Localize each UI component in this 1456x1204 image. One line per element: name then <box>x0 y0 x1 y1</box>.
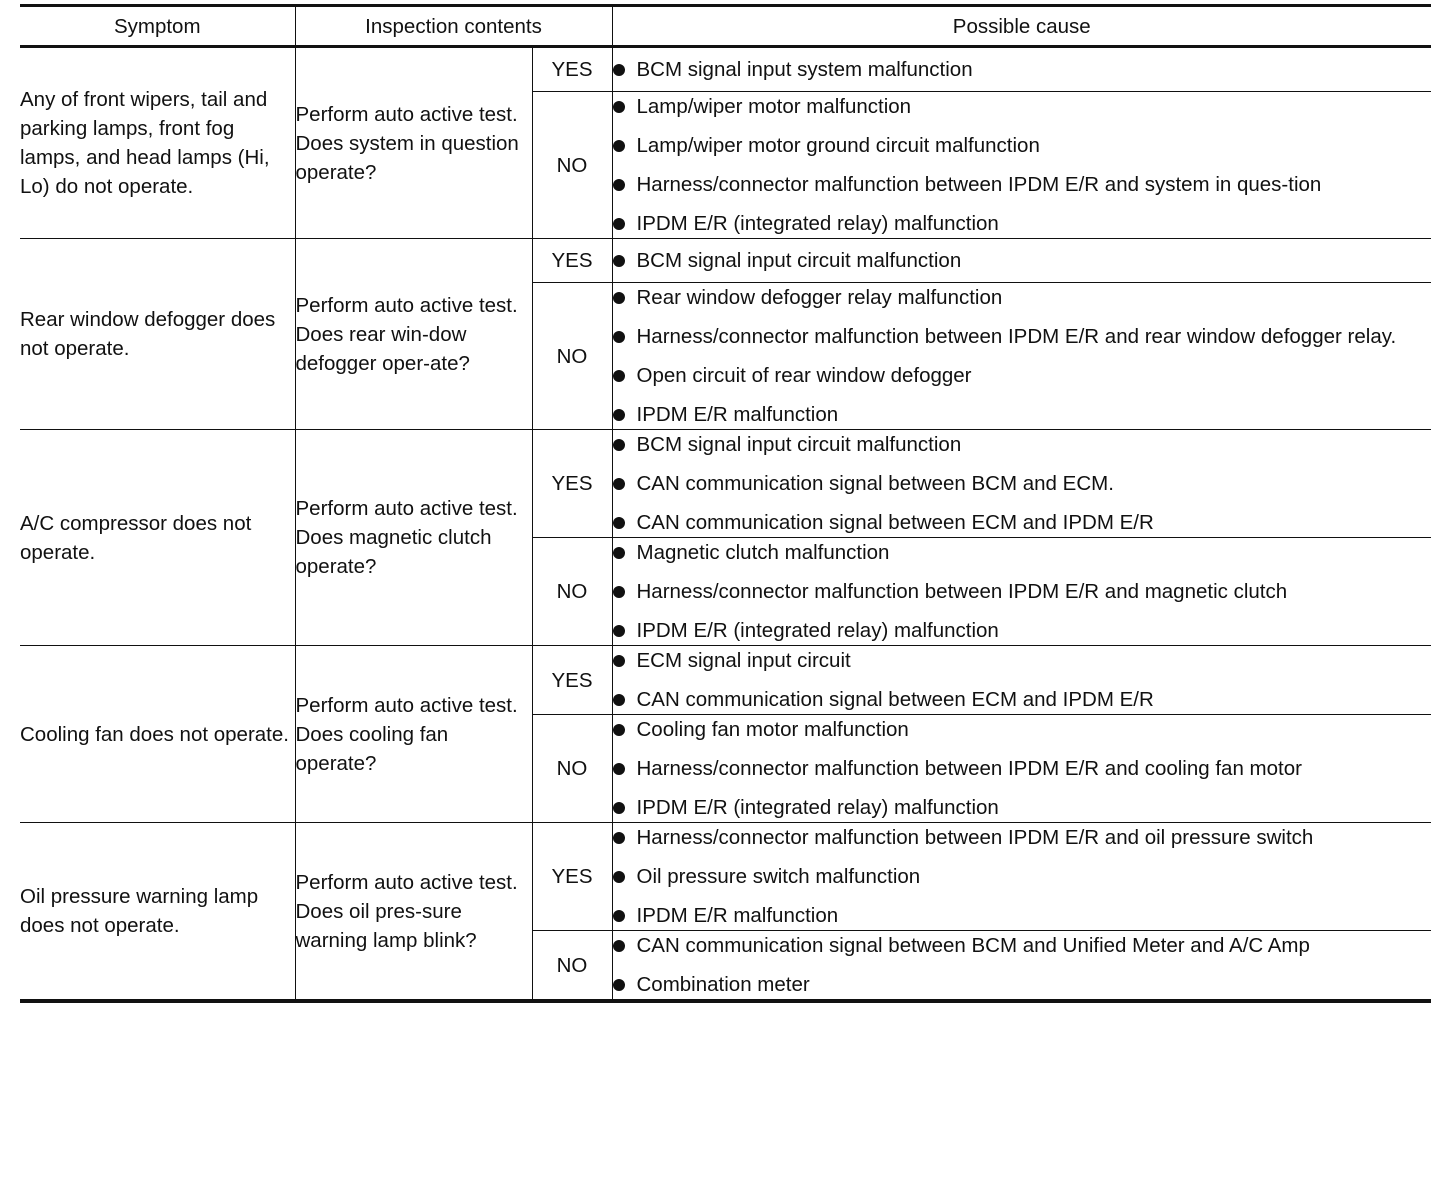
inspection-cell: Perform auto active test. Does magnetic clutch operate? <box>295 430 532 646</box>
cause-text: Magnetic clutch malfunction <box>636 541 890 564</box>
bullet-icon <box>613 292 625 304</box>
header-inspection: Inspection contents <box>295 6 612 47</box>
cause-item <box>613 823 1432 852</box>
yes-causes-cell <box>612 239 1431 283</box>
cause-text: IPDM E/R malfunction <box>636 403 839 426</box>
cause-item <box>613 361 1432 390</box>
bullet-icon <box>613 910 625 922</box>
cause-text: BCM signal input system malfunction <box>636 58 973 81</box>
bullet-icon <box>613 101 625 113</box>
bullet-icon <box>613 940 625 952</box>
cause-item <box>613 616 1432 645</box>
cause-item <box>613 754 1432 783</box>
yes-label: YES <box>532 47 612 92</box>
no-label: NO <box>532 283 612 430</box>
bullet-icon <box>613 179 625 191</box>
cause-item <box>613 793 1432 822</box>
cause-text: CAN communication signal between BCM and ECM. <box>636 472 1114 495</box>
bullet-icon <box>613 478 625 490</box>
cause-text: ECM signal input circuit <box>636 649 851 672</box>
cause-list <box>613 646 1432 714</box>
cause-list <box>613 823 1432 930</box>
cause-item <box>613 577 1432 606</box>
yes-label: YES <box>532 239 612 283</box>
bullet-icon <box>613 979 625 991</box>
cause-text: IPDM E/R (integrated relay) malfunction <box>636 212 999 235</box>
cause-list <box>613 931 1432 999</box>
cause-text: Harness/connector malfunction between IPDM E/R and magnetic clutch <box>636 580 1288 603</box>
cause-item <box>613 209 1432 238</box>
yes-label: YES <box>532 823 612 931</box>
symptom-group-5 <box>20 823 1431 1002</box>
cause-list <box>613 430 1432 537</box>
cause-item <box>613 92 1432 121</box>
symptom-group-1 <box>20 47 1431 239</box>
cause-item <box>613 862 1432 891</box>
symptom-group-4 <box>20 646 1431 823</box>
symptom-cell: Rear window defogger does not operate. <box>20 239 295 430</box>
cause-text: Harness/connector malfunction between IPDM E/R and system in ques-tion <box>636 173 1322 196</box>
cause-text: IPDM E/R (integrated relay) malfunction <box>636 619 999 642</box>
cause-item <box>613 970 1432 999</box>
cause-item <box>613 538 1432 567</box>
cause-list <box>613 715 1432 822</box>
yes-label: YES <box>532 646 612 715</box>
no-causes-cell <box>612 715 1431 823</box>
cause-item <box>613 469 1432 498</box>
no-label: NO <box>532 538 612 646</box>
cause-text: BCM signal input circuit malfunction <box>636 433 962 456</box>
bullet-icon <box>613 655 625 667</box>
cause-list <box>613 283 1432 429</box>
bullet-icon <box>613 871 625 883</box>
yes-row <box>20 239 1431 283</box>
cause-item <box>613 901 1432 930</box>
bullet-icon <box>613 255 625 267</box>
cause-item <box>613 322 1432 351</box>
no-label: NO <box>532 715 612 823</box>
symptom-group-2 <box>20 239 1431 430</box>
cause-item <box>613 508 1432 537</box>
cause-text: Combination meter <box>636 973 810 996</box>
cause-item <box>613 685 1432 714</box>
bullet-icon <box>613 64 625 76</box>
cause-list <box>613 55 1432 84</box>
cause-text: IPDM E/R (integrated relay) malfunction <box>636 796 999 819</box>
bullet-icon <box>613 625 625 637</box>
symptom-group-3 <box>20 430 1431 646</box>
bullet-icon <box>613 370 625 382</box>
diagnosis-table <box>20 4 1431 1003</box>
header-row <box>20 6 1431 47</box>
cause-text: Harness/connector malfunction between IPDM E/R and oil pressure switch <box>636 826 1314 849</box>
cause-item <box>613 646 1432 675</box>
yes-row <box>20 823 1431 931</box>
no-causes-cell <box>612 931 1431 1002</box>
symptom-cell: Oil pressure warning lamp does not operate. <box>20 823 295 1002</box>
yes-causes-cell <box>612 646 1431 715</box>
symptom-cell: A/C compressor does not operate. <box>20 430 295 646</box>
cause-item <box>613 131 1432 160</box>
no-label: NO <box>532 931 612 1002</box>
cause-item <box>613 931 1432 960</box>
cause-item <box>613 715 1432 744</box>
bullet-icon <box>613 586 625 598</box>
bullet-icon <box>613 331 625 343</box>
bullet-icon <box>613 832 625 844</box>
bullet-icon <box>613 140 625 152</box>
bullet-icon <box>613 802 625 814</box>
header-cause: Possible cause <box>612 6 1431 47</box>
cause-list <box>613 246 1432 275</box>
no-causes-cell <box>612 92 1431 239</box>
bullet-icon <box>613 724 625 736</box>
cause-text: Lamp/wiper motor ground circuit malfunction <box>636 134 1040 157</box>
bullet-icon <box>613 409 625 421</box>
cause-text: Lamp/wiper motor malfunction <box>636 95 912 118</box>
cause-text: Open circuit of rear window defogger <box>636 364 972 387</box>
yes-causes-cell <box>612 823 1431 931</box>
cause-item <box>613 55 1432 84</box>
cause-item <box>613 430 1432 459</box>
yes-label: YES <box>532 430 612 538</box>
inspection-cell: Perform auto active test. Does rear win-dow defogger oper-ate? <box>295 239 532 430</box>
inspection-cell: Perform auto active test. Does cooling fan operate? <box>295 646 532 823</box>
bullet-icon <box>613 218 625 230</box>
yes-row <box>20 646 1431 715</box>
cause-text: Cooling fan motor malfunction <box>636 718 909 741</box>
cause-text: BCM signal input circuit malfunction <box>636 249 962 272</box>
no-label: NO <box>532 92 612 239</box>
symptom-cell: Any of front wipers, tail and parking lamps, front fog lamps, and head lamps (Hi, Lo) do not operate. <box>20 47 295 239</box>
cause-text: Oil pressure switch malfunction <box>636 865 921 888</box>
cause-item <box>613 246 1432 275</box>
no-causes-cell <box>612 538 1431 646</box>
cause-text: Harness/connector malfunction between IPDM E/R and cooling fan motor <box>636 757 1302 780</box>
inspection-cell: Perform auto active test. Does system in question operate? <box>295 47 532 239</box>
yes-row <box>20 430 1431 538</box>
bullet-icon <box>613 694 625 706</box>
cause-list <box>613 92 1432 238</box>
yes-causes-cell <box>612 430 1431 538</box>
cause-item <box>613 170 1432 199</box>
header-symptom: Symptom <box>20 6 295 47</box>
cause-text: Rear window defogger relay malfunction <box>636 286 1003 309</box>
no-causes-cell <box>612 283 1431 430</box>
yes-causes-cell <box>612 47 1431 92</box>
bullet-icon <box>613 763 625 775</box>
cause-text: IPDM E/R malfunction <box>636 904 839 927</box>
cause-item <box>613 283 1432 312</box>
cause-item <box>613 400 1432 429</box>
bullet-icon <box>613 517 625 529</box>
symptom-cell: Cooling fan does not operate. <box>20 646 295 823</box>
cause-text: Harness/connector malfunction between IPDM E/R and rear window defogger relay. <box>636 325 1397 348</box>
inspection-cell: Perform auto active test. Does oil pres-sure warning lamp blink? <box>295 823 532 1002</box>
yes-row <box>20 47 1431 92</box>
bullet-icon <box>613 439 625 451</box>
bullet-icon <box>613 547 625 559</box>
cause-text: CAN communication signal between ECM and IPDM E/R <box>636 511 1154 534</box>
cause-text: CAN communication signal between ECM and IPDM E/R <box>636 688 1154 711</box>
cause-list <box>613 538 1432 645</box>
cause-text: CAN communication signal between BCM and Unified Meter and A/C Amp <box>636 934 1310 957</box>
